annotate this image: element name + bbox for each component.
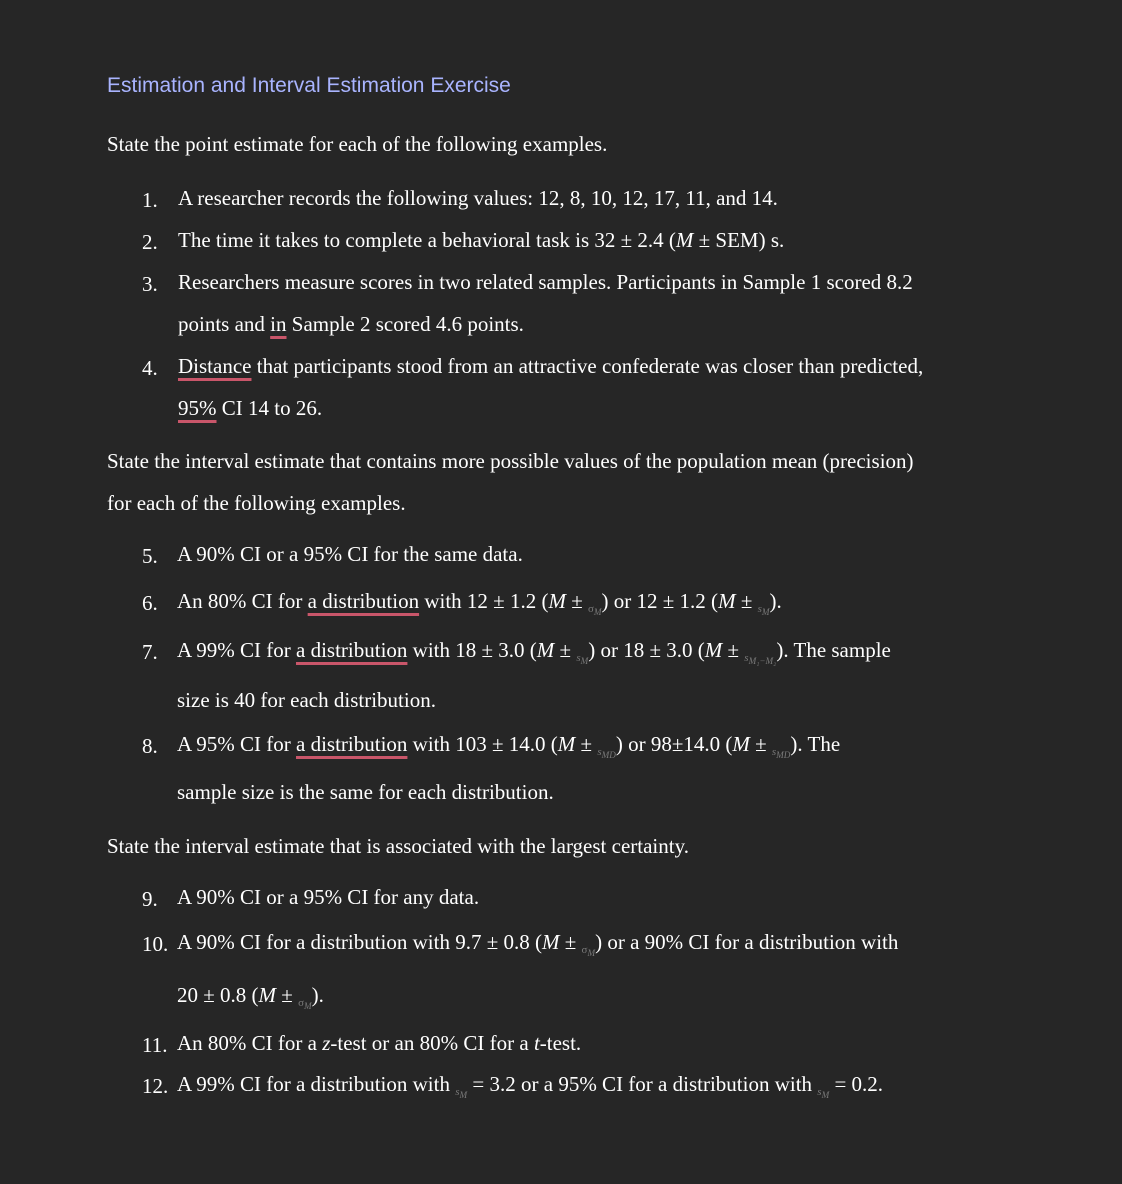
s-md-symbol: $s_{MD}$ [771, 746, 791, 761]
q7-line1: A 99% CI for a distribution with 18 ± 3.0 $(M \pm s_M)$ or 18 ± 3.0 $(M \pm s_{M_1-M_2})$. The sample [177, 638, 891, 667]
q12-text: A 99% CI for a distribution with $s_M = 3.2$ or a 95% CI for a distribution with $s_M = 0.2$. [177, 1072, 884, 1101]
q12-number: 12. [142, 1074, 169, 1098]
sigma-m-symbol: $\sigma_M$ [587, 603, 602, 618]
s-m-symbol: $s_M$ [757, 603, 770, 618]
flagged-word[interactable]: a distribution [296, 638, 408, 662]
q10-number: 10. [142, 932, 169, 956]
s-md-symbol: $s_{MD}$ [597, 746, 616, 761]
s-m-symbol: $s_M$ [576, 652, 589, 667]
q4-line2: 95% CI 14 to 26. [178, 396, 323, 420]
q4-number: 4. [142, 356, 158, 380]
flagged-word[interactable]: in [270, 312, 287, 336]
q6-number: 6. [142, 591, 158, 615]
q10-line2: 20 ± 0.8 $(M \pm \sigma_M)$. [177, 983, 324, 1012]
q8-line2: sample size is the same for each distribution. [177, 780, 554, 804]
q2-number: 2. [142, 230, 158, 254]
section3-heading: State the interval estimate that is associated with the largest certainty. [107, 834, 689, 858]
flagged-word[interactable]: 95% [178, 396, 217, 420]
s-m1-m2-symbol: $s_{M_1-M_2}$ [744, 652, 777, 667]
sigma-m-symbol: $\sigma_M$ [581, 944, 596, 959]
q5-number: 5. [142, 544, 158, 568]
flagged-word[interactable]: a distribution [307, 589, 420, 613]
q11-text: An 80% CI for a z-test or an 80% CI for a t-test. [177, 1031, 582, 1055]
section2-heading-line2: for each of the following examples. [107, 491, 406, 515]
s-m-symbol: $s_M$ [817, 1086, 830, 1101]
q3-line1: Researchers measure scores in two related samples. Participants in Sample 1 scored 8.2 [178, 270, 913, 294]
q6-text: An 80% CI for a distribution with 12 ± 1.2 $(M \pm \sigma_M)$ or 12 ± 1.2 $(M \pm s_M)$. [177, 589, 782, 618]
flagged-word[interactable]: a distribution [296, 732, 408, 756]
q10-line1: A 90% CI for a distribution with 9.7 ± 0.8 $(M \pm \sigma_M)$ or a 90% CI for a distribution with [177, 930, 899, 959]
section2-heading-line1: State the interval estimate that contains more possible values of the population mean (precision) [107, 449, 914, 473]
sigma-m-symbol: $\sigma_M$ [298, 997, 312, 1012]
q5-text: A 90% CI or a 95% CI for the same data. [177, 542, 523, 566]
section1-heading: State the point estimate for each of the following examples. [107, 132, 608, 156]
q8-number: 8. [142, 734, 158, 758]
q1-text: A researcher records the following values: 12, 8, 10, 12, 17, 11, and 14. [178, 186, 778, 210]
q1-number: 1. [142, 188, 158, 212]
q3-line2: points and in Sample 2 scored 4.6 points. [178, 312, 524, 336]
q2-text: The time it takes to complete a behavioral task is 32 ± 2.4 (M ± SEM) s. [178, 228, 785, 252]
q9-text: A 90% CI or a 95% CI for any data. [177, 885, 480, 909]
q9-number: 9. [142, 887, 158, 911]
q11-number: 11. [142, 1033, 168, 1057]
flagged-word[interactable]: Distance [178, 354, 252, 378]
q4-line1: Distance that participants stood from an attractive confederate was closer than predicted, [178, 354, 924, 378]
page-title: Estimation and Interval Estimation Exercise [107, 74, 511, 97]
q8-line1: A 95% CI for a distribution with 103 ± 14.0 $(M \pm s_{MD})$ or 98±14.0 $(M \pm s_{MD})$. The [177, 732, 841, 761]
q7-number: 7. [142, 640, 158, 664]
s-m-symbol: $s_M$ [455, 1086, 468, 1101]
q7-line2: size is 40 for each distribution. [177, 688, 436, 712]
q3-number: 3. [142, 272, 158, 296]
